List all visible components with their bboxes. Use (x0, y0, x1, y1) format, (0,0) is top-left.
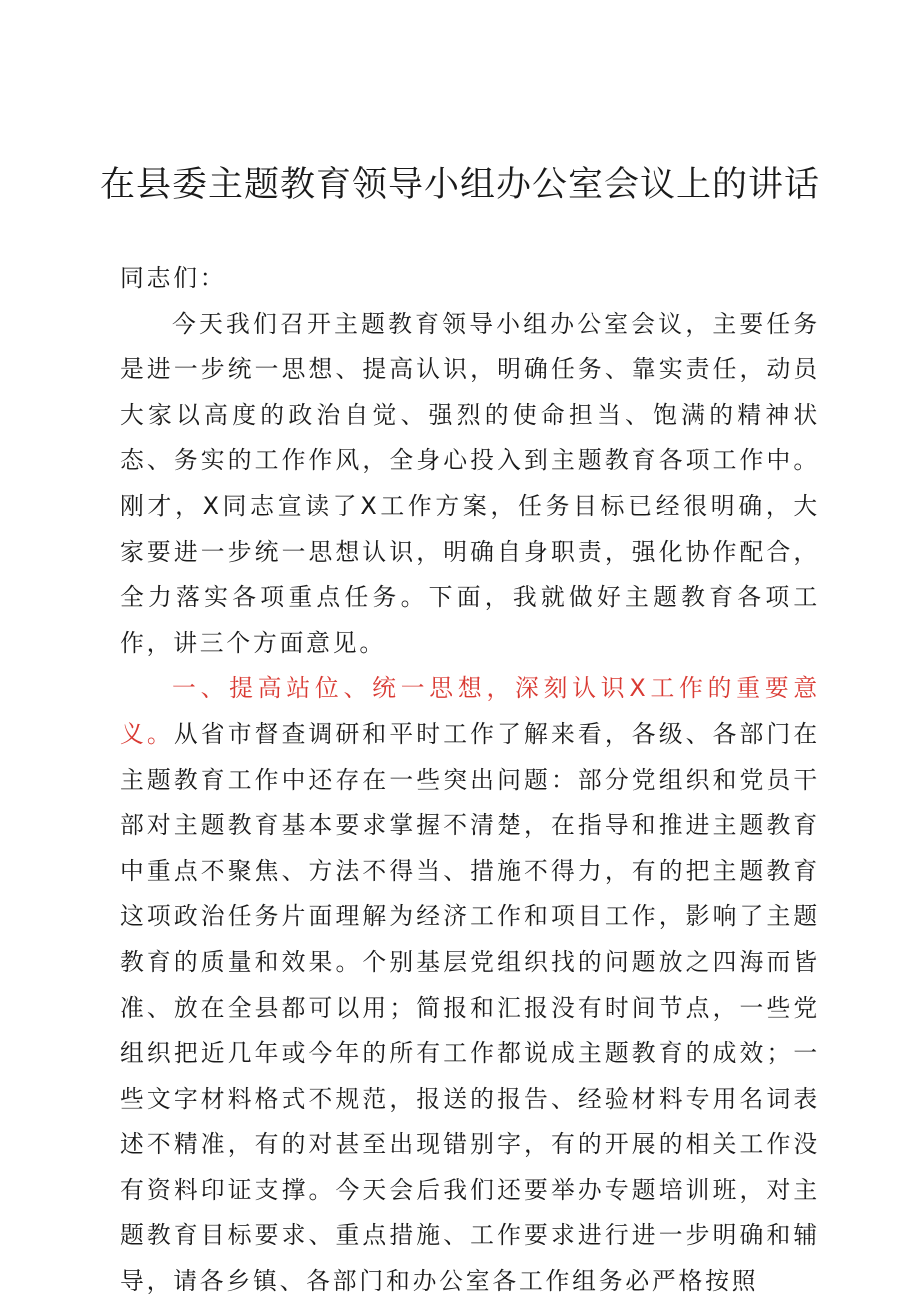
section-text-1: 从省市督查调研和平时工作了解来看，各级、各部门在主题教育工作中还存在一些突出问题：部分党组织和党员干部对主题教育基本要求掌握不清楚，在指导和推进主题教育中重点不聚焦、方法不得当、措施不得力，有的把主题教育这项政治任务片面理解为经济工作和项目工作，影响了主题教育的质量和效果。个别基层党组织找的问题放之四海而皆准、放在全县都可以用；简报和汇报没有时间节点，一些党组织把近几年或今年的所有工作都说成主题教育的成效；一些文字材料格式不规范，报送的报告、经验材料专用名词表述不精准，有的对甚至出现错别字，有的开展的相关工作没有资料印证支撑。今天会后我们还要举办专题培训班，对主题教育目标要求、重点措施、工作要求进行进一步明确和辅导，请各乡镇、各部门和办公室各工作组务必严格按照 (120, 719, 820, 1296)
paragraph-intro: 今天我们召开主题教育领导小组办公室会议，主要任务是进一步统一思想、提高认识，明确任务、靠实责任，动员大家以高度的政治自觉、强烈的使命担当、饱满的精神状态、务实的工作作风，全身心投入到主题教育各项工作中。刚才，X同志宣读了X工作方案，任务目标已经很明确，大家要进一步统一思想认识，明确自身职责，强化协作配合，全力落实各项重点任务。下面，我就做好主题教育各项工作，讲三个方面意见。 (120, 309, 820, 657)
paragraph-section-1 (120, 666, 820, 1304)
section-heading-1: 一、提高站位、统一思想，深刻认识X工作的重要意义。 (120, 674, 820, 748)
document-title: 在县委主题教育领导小组办公室会议上的讲话 (99, 165, 820, 205)
salutation: 同志们： (120, 264, 227, 292)
document-body (120, 256, 820, 1305)
